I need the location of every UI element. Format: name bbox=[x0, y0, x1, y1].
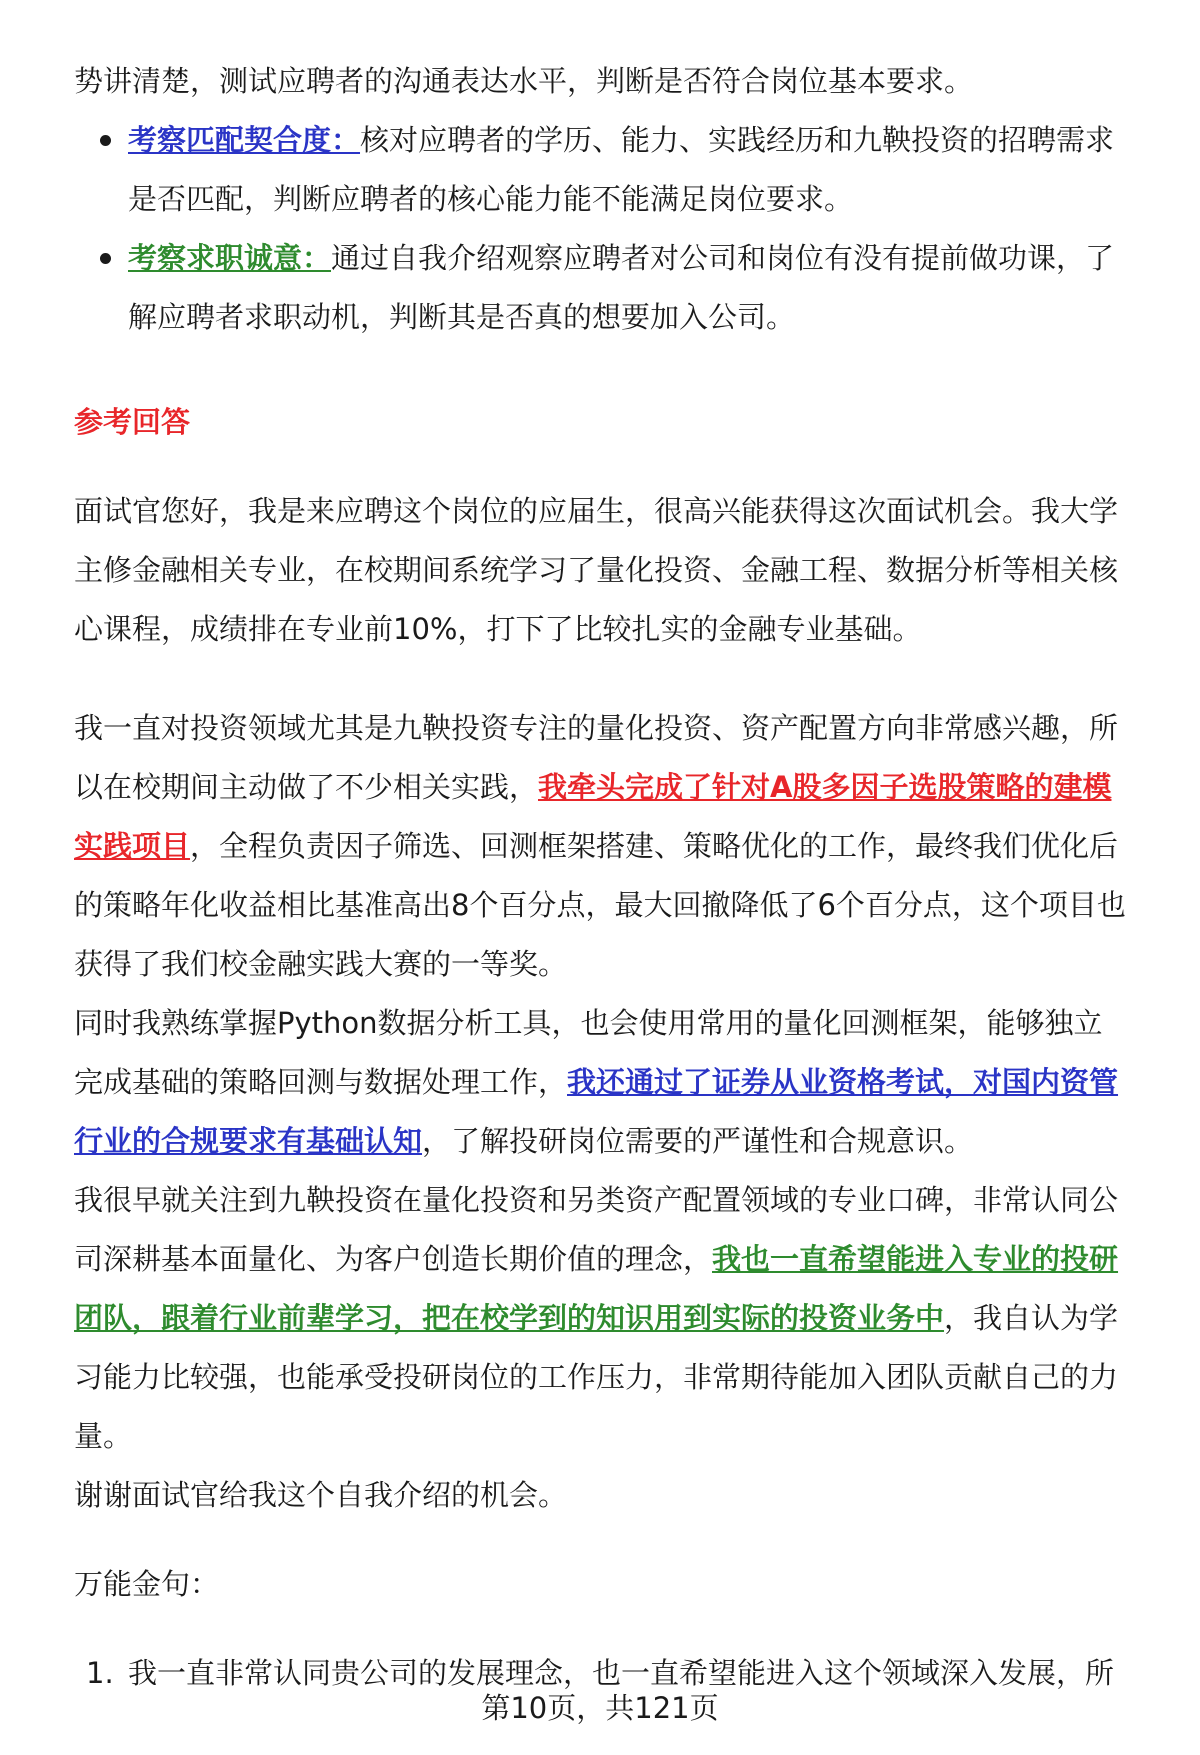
criteria-label-sincerity: 考察求职诚意： bbox=[128, 241, 332, 275]
criteria-text-match: 核对应聘者的学历、能力、实践经历和九鞅投资的招聘需求是否匹配，判断应聘者的核心能力能不能满足岗位要求。 bbox=[128, 123, 1115, 216]
criteria-item-sincerity bbox=[74, 229, 1126, 347]
answer-paragraph-2 bbox=[74, 699, 1126, 994]
answer-p4-highlight: 我也一直希望能进入专业的投研团队，跟着行业前辈学习，把在校学到的知识用到实际的投资业务中 bbox=[74, 1242, 1119, 1335]
answer-p3-after: ，了解投研岗位需要的严谨性和合规意识。 bbox=[422, 1124, 974, 1158]
phrase-text: 我一直非常认同贵公司的发展理念，也一直希望能进入这个领域深入发展，所 bbox=[128, 1656, 1115, 1690]
spacer bbox=[74, 452, 1126, 482]
answer-p4-before: 我很早就关注到九鞅投资在量化投资和另类资产配置领域的专业口碑，非常认同公司深耕基本面量化、为客户创造长期价值的理念， bbox=[74, 1183, 1119, 1276]
section-title: 参考回答 bbox=[74, 405, 191, 439]
spacer bbox=[74, 659, 1126, 699]
phrase-number: 1. bbox=[86, 1656, 114, 1690]
answer-paragraph-5: 谢谢面试官给我这个自我介绍的机会。 bbox=[74, 1478, 568, 1512]
answer-paragraph-1: 面试官您好，我是来应聘这个岗位的应届生，很高兴能获得这次面试机会。我大学主修金融相关专业，在校期间系统学习了量化投资、金融工程、数据分析等相关核心课程，成绩排在专业前10%，打下了比较扎实的金融专业基础。 bbox=[74, 494, 1119, 646]
answer-paragraph-3 bbox=[74, 994, 1126, 1171]
answer-paragraph-4 bbox=[74, 1171, 1126, 1466]
criteria-label-match: 考察匹配契合度： bbox=[128, 123, 361, 157]
answer-p3-highlight: 我还通过了证券从业资格考试，对国内资管行业的合规要求有基础认知 bbox=[74, 1065, 1119, 1158]
answer-p3-before: 同时我熟练掌握Python数据分析工具，也会使用常用的量化回测框架，能够独立完成基础的策略回测与数据处理工作， bbox=[74, 1006, 1103, 1099]
phrases-title: 万能金句： bbox=[74, 1567, 220, 1601]
criteria-item-match bbox=[74, 111, 1126, 229]
spacer bbox=[74, 1525, 1126, 1555]
answer-p4-after: ，我自认为学习能力比较强，也能承受投研岗位的工作压力，非常期待能加入团队贡献自己的力量。 bbox=[74, 1301, 1119, 1453]
criteria-list bbox=[74, 111, 1126, 347]
spacer bbox=[74, 1614, 1126, 1644]
page-footer: 第10页，共121页 bbox=[481, 1691, 719, 1725]
intro-continuation: 势讲清楚，测试应聘者的沟通表达水平，判断是否符合岗位基本要求。 bbox=[74, 64, 974, 98]
answer-p2-highlight: 我牵头完成了针对A股多因子选股策略的建模实践项目 bbox=[74, 770, 1112, 863]
answer-p2-before: 我一直对投资领域尤其是九鞅投资专注的量化投资、资产配置方向非常感兴趣，所以在校期间主动做了不少相关实践， bbox=[74, 711, 1119, 804]
answer-p2-after: ，全程负责因子筛选、回测框架搭建、策略优化的工作，最终我们优化后的策略年化收益相比基准高出8个百分点，最大回撤降低了6个百分点，这个项目也获得了我们校金融实践大赛的一等奖。 bbox=[74, 829, 1126, 981]
criteria-text-sincerity: 通过自我介绍观察应聘者对公司和岗位有没有提前做功课，了解应聘者求职动机，判断其是否真的想要加入公司。 bbox=[128, 241, 1115, 334]
